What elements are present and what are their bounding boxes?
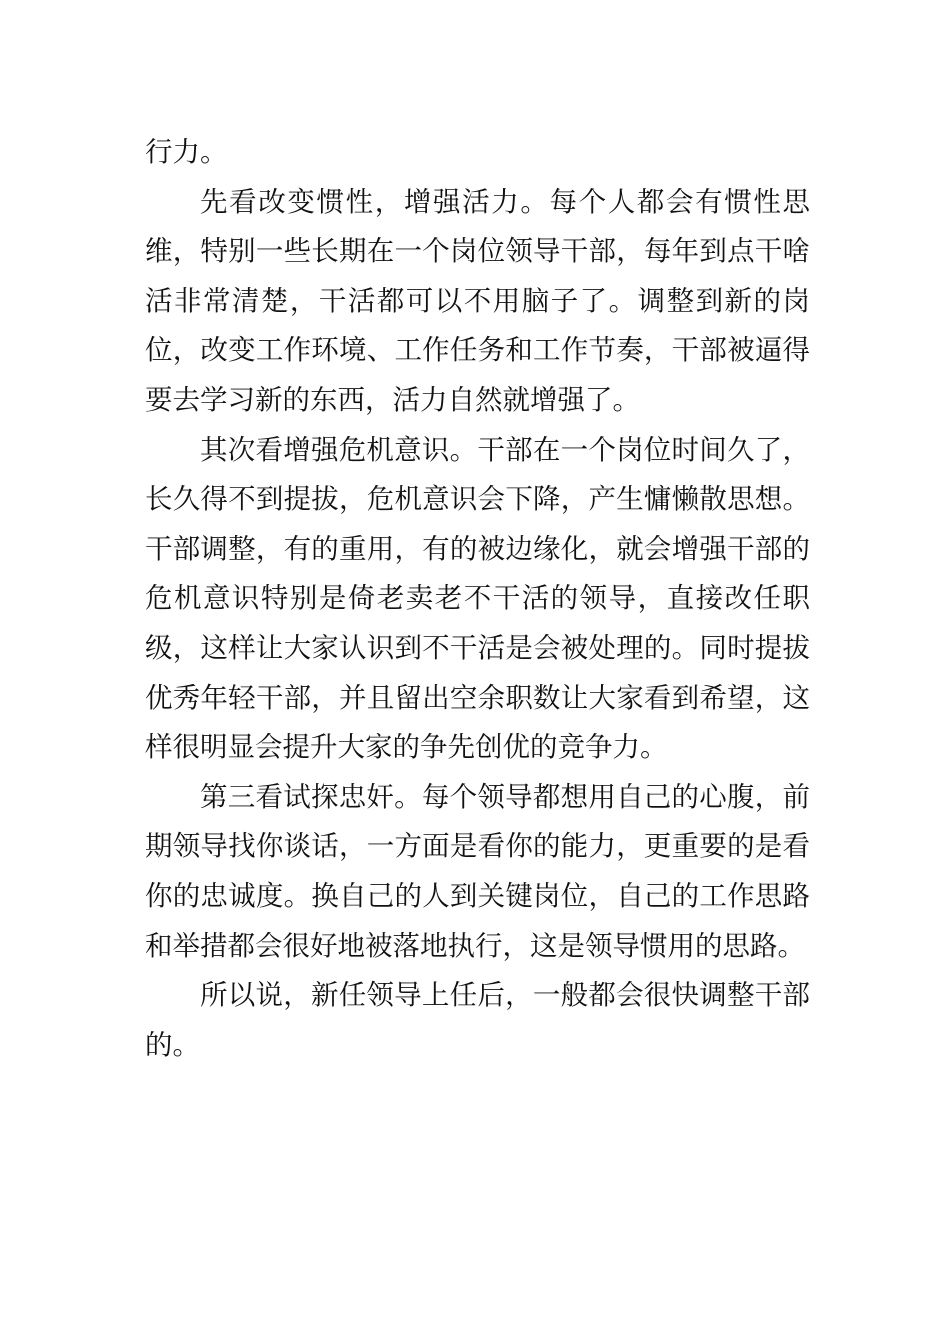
paragraph-inertia: 先看改变惯性，增强活力。每个人都会有惯性思维，特别一些长期在一个岗位领导干部，每年到点干啥活非常清楚，干活都可以不用脑子了。调整到新的岗位，改变工作环境、工作任务和工作节奏，干部被逼得要去学习新的东西，活力自然就增强了。 bbox=[145, 185, 810, 416]
paragraph-crisis-awareness: 其次看增强危机意识。干部在一个岗位时间久了，长久得不到提拔，危机意识会下降，产生慵懒散思想。干部调整，有的重用，有的被边缘化，就会增强干部的危机意识特别是倚老卖老不干活的领导，直接改任职级，这样让大家认识到不干活是会被处理的。同时提拔优秀年轻干部，并且留出空余职数让大家看到希望，这样很明显会提升大家的争先创优的竞争力。 bbox=[145, 433, 810, 764]
paragraph-loyalty: 第三看试探忠奸。每个领导都想用自己的心腹，前期领导找你谈话，一方面是看你的能力，更重要的是看你的忠诚度。换自己的人到关键岗位，自己的工作思路和举措都会很好地被落地执行，这是领导惯用的思路。 bbox=[145, 780, 810, 962]
paragraph-continuation: 行力。 bbox=[145, 136, 228, 168]
paragraph-conclusion: 所以说，新任领导上任后，一般都会很快调整干部的。 bbox=[145, 979, 810, 1061]
document-body bbox=[145, 128, 810, 1070]
